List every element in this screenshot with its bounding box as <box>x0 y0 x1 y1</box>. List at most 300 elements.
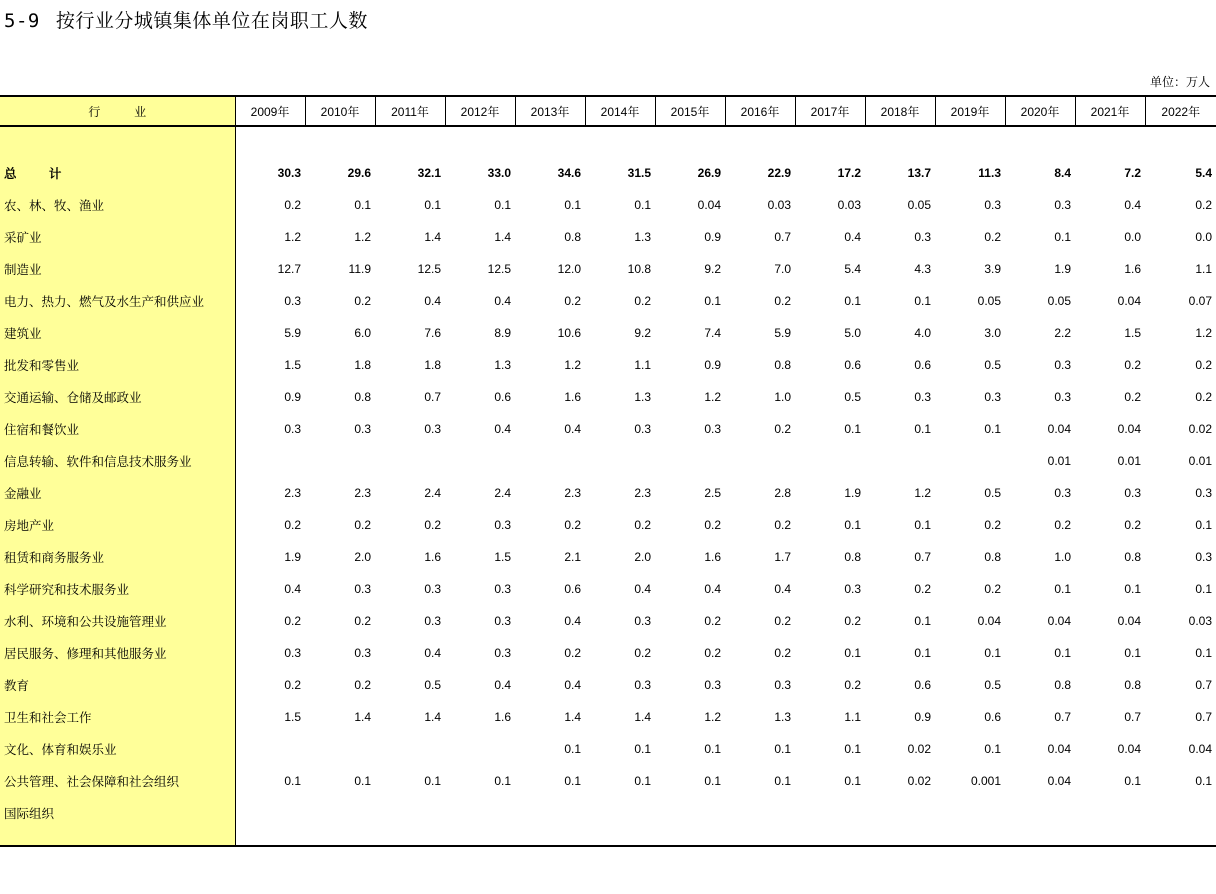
value-cell: 0.3 <box>284 294 301 308</box>
value-cell: 1.4 <box>354 710 371 724</box>
value-cell: 0.2 <box>1124 518 1141 532</box>
value-cell: 0.3 <box>494 646 511 660</box>
value-cell <box>795 445 865 477</box>
value-cell: 0.2 <box>424 518 441 532</box>
value-cell: 1.3 <box>634 230 651 244</box>
table-row <box>0 349 1216 381</box>
value-cell: 0.2 <box>564 518 581 532</box>
value-cell: 2.4 <box>494 486 511 500</box>
value-cell: 1.9 <box>1054 262 1071 276</box>
table-row <box>0 189 1216 221</box>
value-cell: 0.1 <box>914 646 931 660</box>
table-row <box>0 797 1216 829</box>
value-cell <box>515 445 585 477</box>
value-cell: 1.2 <box>1195 326 1212 340</box>
unit-label: 单位：万人 <box>1149 75 1210 89</box>
value-cell: 1.4 <box>424 230 441 244</box>
industry-name-cell: 国际组织 <box>0 797 235 829</box>
value-cell: 0.3 <box>984 390 1001 404</box>
employment-table <box>0 95 1216 847</box>
value-cell: 0.1 <box>774 742 791 756</box>
year-column-header: 2016年 <box>725 96 795 126</box>
value-cell: 0.1 <box>564 742 581 756</box>
value-cell: 0.2 <box>1195 358 1212 372</box>
industry-name-cell: 电力、热力、燃气及水生产和供应业 <box>0 285 235 317</box>
value-cell: 1.0 <box>774 390 791 404</box>
value-cell: 0.2 <box>634 518 651 532</box>
value-cell: 0.5 <box>424 678 441 692</box>
spacer-row <box>0 126 1216 157</box>
table-row <box>0 221 1216 253</box>
value-cell: 0.3 <box>984 198 1001 212</box>
value-cell: 9.2 <box>704 262 721 276</box>
table-row <box>0 637 1216 669</box>
value-cell: 1.8 <box>424 358 441 372</box>
value-cell: 0.2 <box>774 646 791 660</box>
value-cell: 0.5 <box>984 486 1001 500</box>
value-cell <box>655 797 725 829</box>
value-cell: 0.02 <box>1188 422 1212 436</box>
value-cell <box>725 445 795 477</box>
value-cell: 0.07 <box>1188 294 1212 308</box>
value-cell: 0.1 <box>984 646 1001 660</box>
value-cell: 0.9 <box>704 358 721 372</box>
value-cell: 11.3 <box>978 166 1001 180</box>
value-cell: 0.7 <box>1054 710 1071 724</box>
value-cell <box>375 126 445 157</box>
value-cell: 0.1 <box>704 774 721 788</box>
value-cell: 0.1 <box>1124 774 1141 788</box>
value-cell: 0.2 <box>1054 518 1071 532</box>
value-cell: 0.3 <box>1195 486 1212 500</box>
table-row <box>0 317 1216 349</box>
value-cell <box>305 797 375 829</box>
value-cell <box>795 797 865 829</box>
value-cell: 4.3 <box>914 262 931 276</box>
table-row <box>0 445 1216 477</box>
value-cell: 1.2 <box>564 358 581 372</box>
value-cell: 0.001 <box>970 774 1001 788</box>
value-cell: 0.1 <box>354 774 371 788</box>
value-cell <box>865 829 935 846</box>
value-cell <box>1145 126 1216 157</box>
table-row <box>0 573 1216 605</box>
value-cell: 1.7 <box>774 550 791 564</box>
value-cell <box>375 445 445 477</box>
industry-name-cell: 农、林、牧、渔业 <box>0 189 235 221</box>
value-cell <box>445 733 515 765</box>
value-cell: 0.4 <box>634 582 651 596</box>
value-cell: 0.02 <box>907 774 931 788</box>
value-cell <box>865 445 935 477</box>
value-cell: 0.2 <box>844 614 861 628</box>
value-cell <box>375 733 445 765</box>
value-cell: 1.2 <box>704 390 721 404</box>
value-cell: 0.1 <box>634 774 651 788</box>
value-cell <box>795 829 865 846</box>
value-cell: 2.3 <box>634 486 651 500</box>
table-row <box>0 701 1216 733</box>
industry-name-cell: 住宿和餐饮业 <box>0 413 235 445</box>
value-cell <box>865 797 935 829</box>
value-cell: 0.1 <box>844 294 861 308</box>
value-cell <box>375 829 445 846</box>
value-cell: 0.1 <box>1054 646 1071 660</box>
value-cell: 0.2 <box>284 198 301 212</box>
value-cell: 0.04 <box>1117 294 1141 308</box>
value-cell <box>445 797 515 829</box>
value-cell: 0.03 <box>1188 614 1212 628</box>
value-cell <box>235 733 305 765</box>
value-cell: 0.04 <box>1047 742 1071 756</box>
table-number: 5-9 <box>4 10 40 32</box>
industry-name-cell: 卫生和社会工作 <box>0 701 235 733</box>
value-cell: 7.4 <box>704 326 721 340</box>
value-cell: 0.1 <box>1054 582 1071 596</box>
value-cell <box>1005 126 1075 157</box>
value-cell: 0.9 <box>914 710 931 724</box>
spacer-row <box>0 829 1216 846</box>
value-cell: 0.2 <box>1195 390 1212 404</box>
value-cell: 0.4 <box>564 422 581 436</box>
value-cell <box>725 126 795 157</box>
value-cell: 0.8 <box>354 390 371 404</box>
value-cell <box>935 829 1005 846</box>
value-cell: 0.04 <box>1188 742 1212 756</box>
value-cell: 0.8 <box>1124 678 1141 692</box>
value-cell: 0.1 <box>634 198 651 212</box>
value-cell: 4.0 <box>914 326 931 340</box>
value-cell: 0.6 <box>984 710 1001 724</box>
value-cell: 0.1 <box>844 774 861 788</box>
industry-name-cell: 采矿业 <box>0 221 235 253</box>
value-cell: 0.3 <box>1124 486 1141 500</box>
value-cell: 0.2 <box>354 294 371 308</box>
value-cell: 0.2 <box>564 646 581 660</box>
value-cell: 0.3 <box>284 646 301 660</box>
value-cell: 0.1 <box>494 198 511 212</box>
industry-name-cell: 文化、体育和娱乐业 <box>0 733 235 765</box>
value-cell: 11.9 <box>348 262 371 276</box>
value-cell: 1.1 <box>844 710 861 724</box>
value-cell: 0.2 <box>704 646 721 660</box>
value-cell: 0.2 <box>774 422 791 436</box>
industry-column-header: 行 业 <box>0 96 235 126</box>
value-cell: 1.4 <box>494 230 511 244</box>
value-cell: 17.2 <box>837 166 861 180</box>
value-cell: 1.5 <box>284 358 301 372</box>
value-cell: 0.1 <box>844 422 861 436</box>
value-cell <box>1075 797 1145 829</box>
value-cell <box>235 126 305 157</box>
value-cell: 2.1 <box>564 550 581 564</box>
value-cell: 0.2 <box>1195 198 1212 212</box>
industry-name-cell: 金融业 <box>0 477 235 509</box>
value-cell: 0.2 <box>354 518 371 532</box>
year-column-header: 2012年 <box>445 96 515 126</box>
value-cell: 0.2 <box>284 518 301 532</box>
value-cell: 0.3 <box>634 678 651 692</box>
value-cell: 0.1 <box>1195 518 1212 532</box>
value-cell: 2.3 <box>354 486 371 500</box>
value-cell: 0.1 <box>704 294 721 308</box>
table-row <box>0 253 1216 285</box>
value-cell: 6.0 <box>354 326 371 340</box>
value-cell: 0.8 <box>564 230 581 244</box>
year-column-header: 2009年 <box>235 96 305 126</box>
value-cell: 1.9 <box>844 486 861 500</box>
value-cell: 0.01 <box>1117 454 1141 468</box>
value-cell: 33.0 <box>487 166 511 180</box>
industry-name-cell: 房地产业 <box>0 509 235 541</box>
value-cell: 1.4 <box>564 710 581 724</box>
value-cell: 0.9 <box>284 390 301 404</box>
value-cell: 1.2 <box>704 710 721 724</box>
value-cell: 2.4 <box>424 486 441 500</box>
table-title: 按行业分城镇集体单位在岗职工人数 <box>55 10 368 32</box>
value-cell: 0.5 <box>984 358 1001 372</box>
value-cell: 2.0 <box>354 550 371 564</box>
value-cell: 0.6 <box>494 390 511 404</box>
value-cell: 0.5 <box>844 390 861 404</box>
value-cell: 1.5 <box>494 550 511 564</box>
value-cell: 5.4 <box>844 262 861 276</box>
value-cell: 0.3 <box>494 582 511 596</box>
table-body <box>0 126 1216 846</box>
value-cell: 0.04 <box>697 198 721 212</box>
value-cell: 0.3 <box>424 422 441 436</box>
value-cell: 0.2 <box>354 614 371 628</box>
value-cell: 8.9 <box>494 326 511 340</box>
industry-name-cell: 租赁和商务服务业 <box>0 541 235 573</box>
value-cell <box>1145 797 1216 829</box>
value-cell: 0.3 <box>424 614 441 628</box>
value-cell <box>445 829 515 846</box>
year-column-header: 2013年 <box>515 96 585 126</box>
value-cell <box>305 126 375 157</box>
value-cell: 22.9 <box>767 166 791 180</box>
value-cell <box>585 445 655 477</box>
value-cell: 30.3 <box>277 166 301 180</box>
value-cell: 10.6 <box>557 326 581 340</box>
value-cell: 1.2 <box>914 486 931 500</box>
value-cell: 0.3 <box>704 422 721 436</box>
value-cell: 0.3 <box>1054 390 1071 404</box>
value-cell: 0.1 <box>494 774 511 788</box>
value-cell: 0.1 <box>354 198 371 212</box>
value-cell: 0.2 <box>564 294 581 308</box>
value-cell: 0.3 <box>634 422 651 436</box>
value-cell: 0.6 <box>914 358 931 372</box>
value-cell: 1.9 <box>284 550 301 564</box>
value-cell: 3.9 <box>984 262 1001 276</box>
year-column-header: 2017年 <box>795 96 865 126</box>
value-cell: 31.5 <box>627 166 651 180</box>
value-cell: 32.1 <box>417 166 441 180</box>
total-row <box>0 157 1216 189</box>
value-cell: 0.4 <box>704 582 721 596</box>
value-cell <box>1005 829 1075 846</box>
value-cell: 0.04 <box>1117 742 1141 756</box>
value-cell: 0.3 <box>354 646 371 660</box>
value-cell: 0.4 <box>494 678 511 692</box>
value-cell: 2.3 <box>284 486 301 500</box>
value-cell: 1.3 <box>634 390 651 404</box>
year-column-header: 2018年 <box>865 96 935 126</box>
value-cell: 0.1 <box>844 518 861 532</box>
value-cell: 0.4 <box>564 678 581 692</box>
value-cell: 0.1 <box>424 774 441 788</box>
industry-name-cell: 科学研究和技术服务业 <box>0 573 235 605</box>
year-column-header: 2020年 <box>1005 96 1075 126</box>
value-cell: 0.3 <box>1054 486 1071 500</box>
value-cell: 12.7 <box>277 262 301 276</box>
value-cell: 1.2 <box>354 230 371 244</box>
value-cell: 0.05 <box>907 198 931 212</box>
value-cell: 0.02 <box>907 742 931 756</box>
value-cell: 0.4 <box>424 294 441 308</box>
value-cell: 1.6 <box>1124 262 1141 276</box>
value-cell: 0.01 <box>1047 454 1071 468</box>
value-cell <box>655 126 725 157</box>
value-cell: 0.1 <box>564 198 581 212</box>
value-cell: 2.2 <box>1054 326 1071 340</box>
value-cell: 0.2 <box>984 230 1001 244</box>
value-cell: 12.5 <box>487 262 511 276</box>
value-cell: 0.3 <box>634 614 651 628</box>
value-cell: 0.4 <box>844 230 861 244</box>
industry-cell <box>0 126 235 157</box>
value-cell: 0.2 <box>914 582 931 596</box>
value-cell: 0.1 <box>984 742 1001 756</box>
value-cell: 0.1 <box>914 518 931 532</box>
value-cell: 0.7 <box>774 230 791 244</box>
value-cell: 26.9 <box>697 166 721 180</box>
year-column-header: 2021年 <box>1075 96 1145 126</box>
value-cell: 0.3 <box>704 678 721 692</box>
value-cell: 10.8 <box>627 262 651 276</box>
value-cell <box>725 797 795 829</box>
value-cell: 1.6 <box>424 550 441 564</box>
table-row <box>0 605 1216 637</box>
value-cell: 0.2 <box>704 518 721 532</box>
value-cell <box>235 829 305 846</box>
value-cell <box>585 126 655 157</box>
value-cell: 0.2 <box>844 678 861 692</box>
value-cell: 0.3 <box>284 422 301 436</box>
table-row <box>0 541 1216 573</box>
value-cell: 0.3 <box>1054 198 1071 212</box>
value-cell: 1.4 <box>634 710 651 724</box>
value-cell: 12.5 <box>417 262 441 276</box>
value-cell: 13.7 <box>907 166 931 180</box>
value-cell: 0.1 <box>914 422 931 436</box>
year-column-header: 2015年 <box>655 96 725 126</box>
value-cell <box>445 126 515 157</box>
value-cell: 0.0 <box>1124 230 1141 244</box>
value-cell: 0.2 <box>1124 390 1141 404</box>
value-cell: 7.0 <box>774 262 791 276</box>
value-cell: 1.5 <box>284 710 301 724</box>
value-cell: 0.1 <box>634 742 651 756</box>
header-row <box>0 96 1216 126</box>
value-cell: 0.3 <box>1054 358 1071 372</box>
value-cell: 0.7 <box>914 550 931 564</box>
industry-name-cell: 建筑业 <box>0 317 235 349</box>
value-cell: 0.3 <box>774 678 791 692</box>
value-cell: 2.5 <box>704 486 721 500</box>
value-cell <box>375 797 445 829</box>
value-cell: 0.1 <box>844 742 861 756</box>
value-cell: 0.1 <box>1124 582 1141 596</box>
year-column-header: 2014年 <box>585 96 655 126</box>
value-cell: 0.04 <box>1047 774 1071 788</box>
value-cell: 1.1 <box>634 358 651 372</box>
value-cell: 1.6 <box>564 390 581 404</box>
value-cell: 0.01 <box>1188 454 1212 468</box>
value-cell: 0.4 <box>1124 198 1141 212</box>
value-cell: 2.0 <box>634 550 651 564</box>
value-cell: 0.03 <box>767 198 791 212</box>
table-row <box>0 669 1216 701</box>
value-cell <box>935 445 1005 477</box>
value-cell: 0.0 <box>1195 230 1212 244</box>
value-cell: 0.1 <box>424 198 441 212</box>
value-cell <box>585 829 655 846</box>
value-cell: 1.3 <box>494 358 511 372</box>
value-cell: 0.6 <box>914 678 931 692</box>
value-cell: 2.3 <box>564 486 581 500</box>
value-cell: 0.2 <box>284 614 301 628</box>
value-cell: 0.2 <box>774 614 791 628</box>
value-cell: 0.7 <box>1124 710 1141 724</box>
table-row <box>0 285 1216 317</box>
value-cell: 0.1 <box>1124 646 1141 660</box>
value-cell: 0.04 <box>1117 614 1141 628</box>
value-cell: 0.1 <box>564 774 581 788</box>
value-cell: 0.04 <box>1047 614 1071 628</box>
value-cell <box>1145 829 1216 846</box>
value-cell: 1.8 <box>354 358 371 372</box>
value-cell: 7.6 <box>424 326 441 340</box>
value-cell: 5.0 <box>844 326 861 340</box>
value-cell: 0.8 <box>844 550 861 564</box>
value-cell: 1.2 <box>284 230 301 244</box>
value-cell: 5.9 <box>284 326 301 340</box>
value-cell: 0.4 <box>774 582 791 596</box>
value-cell: 0.1 <box>1195 646 1212 660</box>
value-cell: 0.3 <box>914 390 931 404</box>
value-cell: 0.3 <box>494 614 511 628</box>
industry-name-cell: 公共管理、社会保障和社会组织 <box>0 765 235 797</box>
value-cell <box>1005 797 1075 829</box>
value-cell: 0.6 <box>844 358 861 372</box>
year-column-header: 2019年 <box>935 96 1005 126</box>
value-cell: 29.6 <box>347 166 371 180</box>
value-cell: 2.8 <box>774 486 791 500</box>
value-cell: 1.4 <box>424 710 441 724</box>
value-cell: 0.3 <box>914 230 931 244</box>
value-cell: 0.2 <box>1124 358 1141 372</box>
industry-name-cell: 水利、环境和公共设施管理业 <box>0 605 235 637</box>
value-cell: 0.8 <box>1054 678 1071 692</box>
value-cell: 0.3 <box>1195 550 1212 564</box>
value-cell: 0.1 <box>1195 582 1212 596</box>
value-cell: 0.7 <box>424 390 441 404</box>
value-cell <box>235 797 305 829</box>
value-cell: 7.2 <box>1124 166 1141 180</box>
value-cell: 0.04 <box>977 614 1001 628</box>
